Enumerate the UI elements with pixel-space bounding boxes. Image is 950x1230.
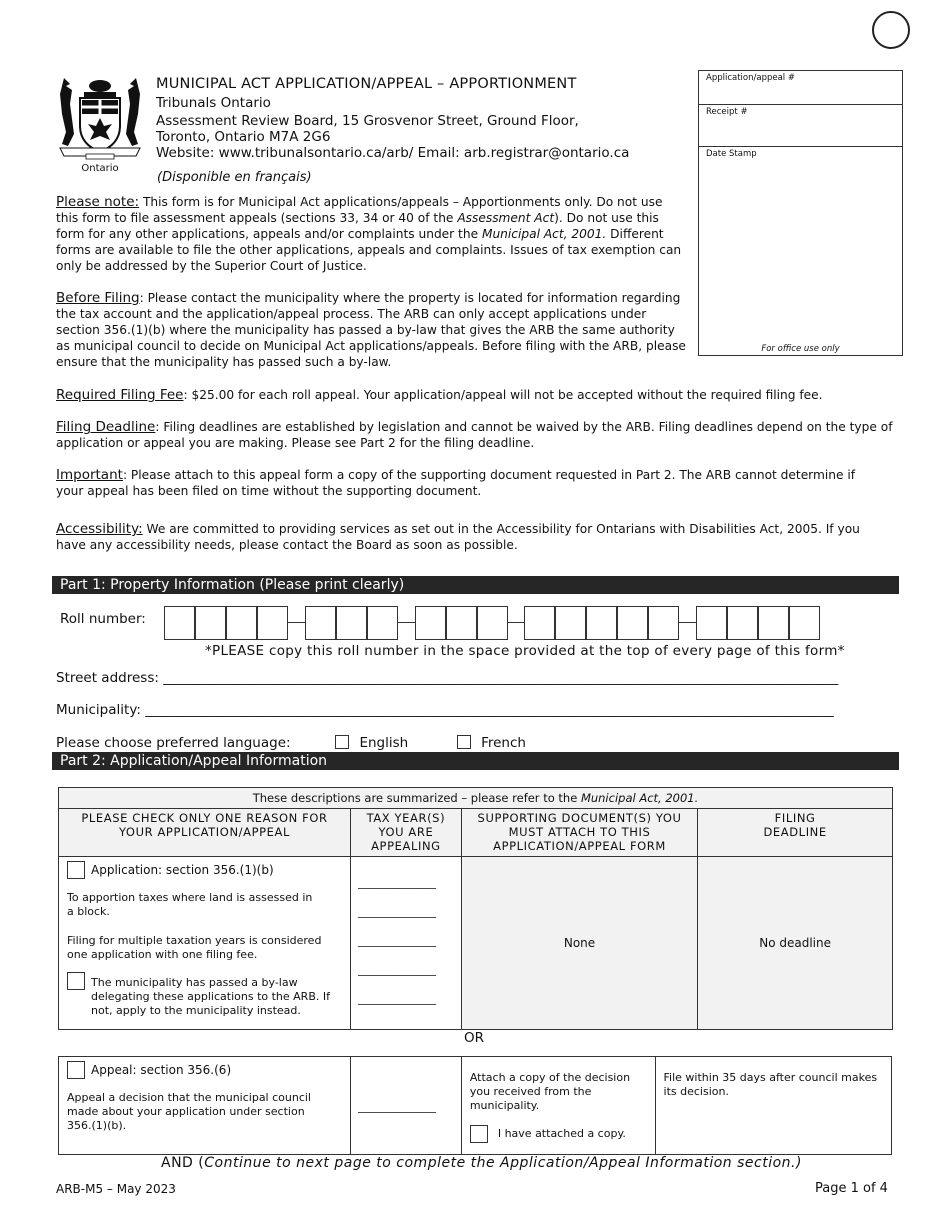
col-header-deadline: FILING DEADLINE: [698, 809, 893, 857]
municipality-input[interactable]: ______________________________________________________________________________________________________: [145, 702, 834, 718]
before-filing-text: : Please contact the municipality where the property is located for information regarding the tax account and the application/appeal process. The ARB can only accept applications under section 356.(1)(b) where the municipality has passed a by-law that gives the ARB the same authority as municipal council to decide on Municipal Act applications/appeals. Before filing with the ARB, please ensure that the municipality has passed such a by-law.: [56, 291, 686, 369]
tax-year-input[interactable]: _____________: [357, 962, 436, 976]
col-header-documents: SUPPORTING DOCUMENT(S) YOU MUST ATTACH TO THIS APPLICATION/APPEAL FORM: [461, 809, 697, 857]
language-label: Please choose preferred language:: [56, 735, 291, 751]
roll-digit-box[interactable]: [727, 606, 758, 640]
municipality-row: [56, 702, 886, 718]
accessibility-text: We are committed to providing services as set out in the Accessibility for Ontarians with Disabilities Act, 2005. If you have any accessibility needs, please contact the Board as soon as possible.: [56, 522, 860, 552]
street-address-label: Street address:: [56, 670, 159, 686]
col-header-tax-year: TAX YEAR(S) YOU ARE APPEALING: [350, 809, 461, 857]
roll-digit-box[interactable]: [336, 606, 367, 640]
office-use-footer: For office use only: [761, 344, 840, 354]
roll-digit-box[interactable]: [257, 606, 288, 640]
office-use-box: [698, 70, 903, 356]
roll-digit-box[interactable]: [758, 606, 789, 640]
roll-digit-box[interactable]: [164, 606, 195, 640]
french-availability: (Disponible en français): [157, 170, 312, 185]
row2-tax-year-cell: [350, 1057, 461, 1155]
filing-deadline-text: : Filing deadlines are established by legislation and cannot be waived by the ARB. Filing deadlines depend on the type of application or appeal you are making. Please see Part 2 for the filing deadline.: [56, 420, 893, 450]
roll-digit-box[interactable]: [367, 606, 398, 640]
row2-reason-cell: [59, 1057, 351, 1155]
row1-reason-cell: [59, 857, 351, 1030]
form-title: MUNICIPAL ACT APPLICATION/APPEAL – APPORTIONMENT: [156, 76, 577, 92]
receipt-number-field: [699, 105, 902, 147]
roll-number-label: Roll number:: [60, 611, 146, 627]
accessibility-label: Accessibility:: [56, 521, 143, 537]
english-checkbox[interactable]: [335, 735, 349, 749]
street-address-input[interactable]: ____________________________________________________________________________________________________: [163, 670, 839, 686]
or-separator: OR: [464, 1030, 485, 1046]
summary-act-ref: Municipal Act, 2001.: [580, 791, 699, 805]
roll-digit-box[interactable]: [524, 606, 555, 640]
roll-digit-box[interactable]: [446, 606, 477, 640]
appeal-356-6-label: Appeal: section 356.(6): [91, 1063, 232, 1077]
org-name: Tribunals Ontario: [156, 95, 271, 111]
row2-document-text: Attach a copy of the decision you received from the municipality.: [469, 1071, 631, 1112]
website-email: Website: www.tribunalsontario.ca/arb/ Email: arb.registrar@ontario.ca: [156, 145, 630, 161]
continue-text: Continue to next page to complete the Application/Appeal Information section.): [204, 1155, 802, 1171]
please-note-paragraph: [56, 194, 686, 274]
important-label: Important: [56, 467, 123, 483]
important-text: : Please attach to this appeal form a copy of the supporting document requested in Part 2. The ARB cannot determine if your appeal has been filed on time without the supporting document.: [56, 468, 856, 498]
application-table: [58, 787, 893, 1030]
english-option-label: English: [359, 735, 409, 751]
tax-year-input[interactable]: _____________: [357, 904, 436, 918]
roll-separator: [508, 622, 524, 623]
address-line-1: Assessment Review Board, 15 Grosvenor Street, Ground Floor,: [156, 113, 579, 129]
roll-number-note: *PLEASE copy this roll number in the space provided at the top of every page of this form*: [205, 643, 845, 659]
municipal-act-ref: Municipal Act, 2001.: [481, 227, 607, 241]
french-option-label: French: [481, 735, 526, 751]
roll-separator: [679, 622, 696, 623]
street-address-row: [56, 670, 886, 686]
roll-digit-box[interactable]: [789, 606, 820, 640]
row2-description: Appeal a decision that the municipal council made about your application under section 356.(1)(b).: [67, 1091, 311, 1132]
french-checkbox[interactable]: [457, 735, 471, 749]
important-paragraph: [56, 467, 886, 499]
application-356-1b-checkbox[interactable]: [67, 861, 85, 879]
roll-digit-box[interactable]: [555, 606, 586, 640]
assessment-act-ref: Assessment Act: [457, 211, 555, 225]
row1-description-1: To apportion taxes where land is assessed in a block.: [67, 891, 313, 918]
roll-separator: [398, 622, 415, 623]
roll-digit-box[interactable]: [648, 606, 679, 640]
please-note-text-1: This form is for Municipal Act applications/appeals – Apportionments only. Do not use this form to file assessment appeals (sections 33, 34 or 40 of the: [56, 195, 663, 225]
attached-copy-checkbox[interactable]: [470, 1125, 488, 1143]
tax-year-input[interactable]: _____________: [357, 991, 436, 1005]
date-stamp-label: Date Stamp: [706, 149, 757, 159]
filing-deadline-label: Filing Deadline: [56, 419, 156, 435]
receipt-number-label: Receipt #: [706, 107, 748, 117]
roll-digit-box[interactable]: [696, 606, 727, 640]
row1-description-2: Filing for multiple taxation years is considered one application with one filing fee.: [67, 934, 322, 961]
ontario-coat-of-arms-logo: [56, 74, 144, 174]
before-filing-paragraph: [56, 290, 686, 370]
application-number-label: Application/appeal #: [706, 73, 795, 83]
please-note-text-3: Different forms are available to file the other applications, appeals and complaints. Issues of tax exemption can only be addressed by the Superior Court of Justice.: [56, 227, 682, 273]
row1-document-cell: None: [461, 857, 697, 1030]
logo-text: Ontario: [81, 163, 119, 174]
form-id: ARB-M5 – May 2023: [56, 1182, 176, 1196]
tax-year-input[interactable]: _____________: [357, 933, 436, 947]
language-row: [56, 735, 526, 751]
roll-digit-box[interactable]: [586, 606, 617, 640]
roll-digit-box[interactable]: [617, 606, 648, 640]
municipality-label: Municipality:: [56, 702, 141, 718]
application-number-field: [699, 71, 902, 105]
row1-deadline-cell: No deadline: [698, 857, 893, 1030]
filing-deadline-paragraph: [56, 419, 901, 451]
address-line-2: Toronto, Ontario M7A 2G6: [156, 129, 331, 145]
filing-fee-text: : $25.00 for each roll appeal. Your application/appeal will not be accepted without the required filing fee.: [183, 388, 823, 402]
attached-copy-label: I have attached a copy.: [497, 1127, 626, 1140]
summary-text: These descriptions are summarized – please refer to the: [252, 791, 581, 805]
summary-note: [59, 788, 893, 809]
roll-digit-box[interactable]: [415, 606, 446, 640]
roll-digit-box[interactable]: [226, 606, 257, 640]
row2-document-cell: [461, 1057, 655, 1155]
roll-separator: [288, 622, 305, 623]
page-number: Page 1 of 4: [815, 1181, 888, 1196]
appeal-table: [58, 1056, 892, 1155]
part1-header: Part 1: Property Information (Please print clearly): [52, 576, 899, 594]
application-356-1b-label: Application: section 356.(1)(b): [91, 863, 274, 877]
appeal-356-6-checkbox[interactable]: [67, 1061, 85, 1079]
row1-tax-year-cell: [350, 857, 461, 1030]
filing-fee-paragraph: [56, 387, 901, 403]
bylaw-checkbox[interactable]: [67, 972, 85, 990]
row2-deadline-cell: File within 35 days after council makes its decision.: [655, 1057, 891, 1155]
tax-year-input[interactable]: _____________: [357, 1098, 436, 1113]
roll-digit-box[interactable]: [195, 606, 226, 640]
col-header-reason: PLEASE CHECK ONLY ONE REASON FOR YOUR APPLICATION/APPEAL: [59, 809, 351, 857]
before-filing-label: Before Filing: [56, 290, 140, 306]
part2-header: Part 2: Application/Appeal Information: [52, 752, 899, 770]
continue-and: AND (: [161, 1155, 205, 1171]
bylaw-label: The municipality has passed a by-law delegating these applications to the ARB. If not, apply to the municipality instead.: [91, 976, 330, 1017]
roll-digit-box[interactable]: [477, 606, 508, 640]
tax-year-input[interactable]: _____________: [357, 875, 436, 889]
roll-digit-box[interactable]: [305, 606, 336, 640]
page-marker-circle: [872, 11, 910, 49]
continue-note: [161, 1155, 802, 1171]
please-note-label: Please note:: [56, 194, 140, 210]
please-note-text-2: ). Do not use this form for any other applications, appeals and/or complaints under the: [56, 211, 659, 241]
filing-fee-label: Required Filing Fee: [56, 387, 184, 403]
accessibility-paragraph: [56, 521, 886, 553]
